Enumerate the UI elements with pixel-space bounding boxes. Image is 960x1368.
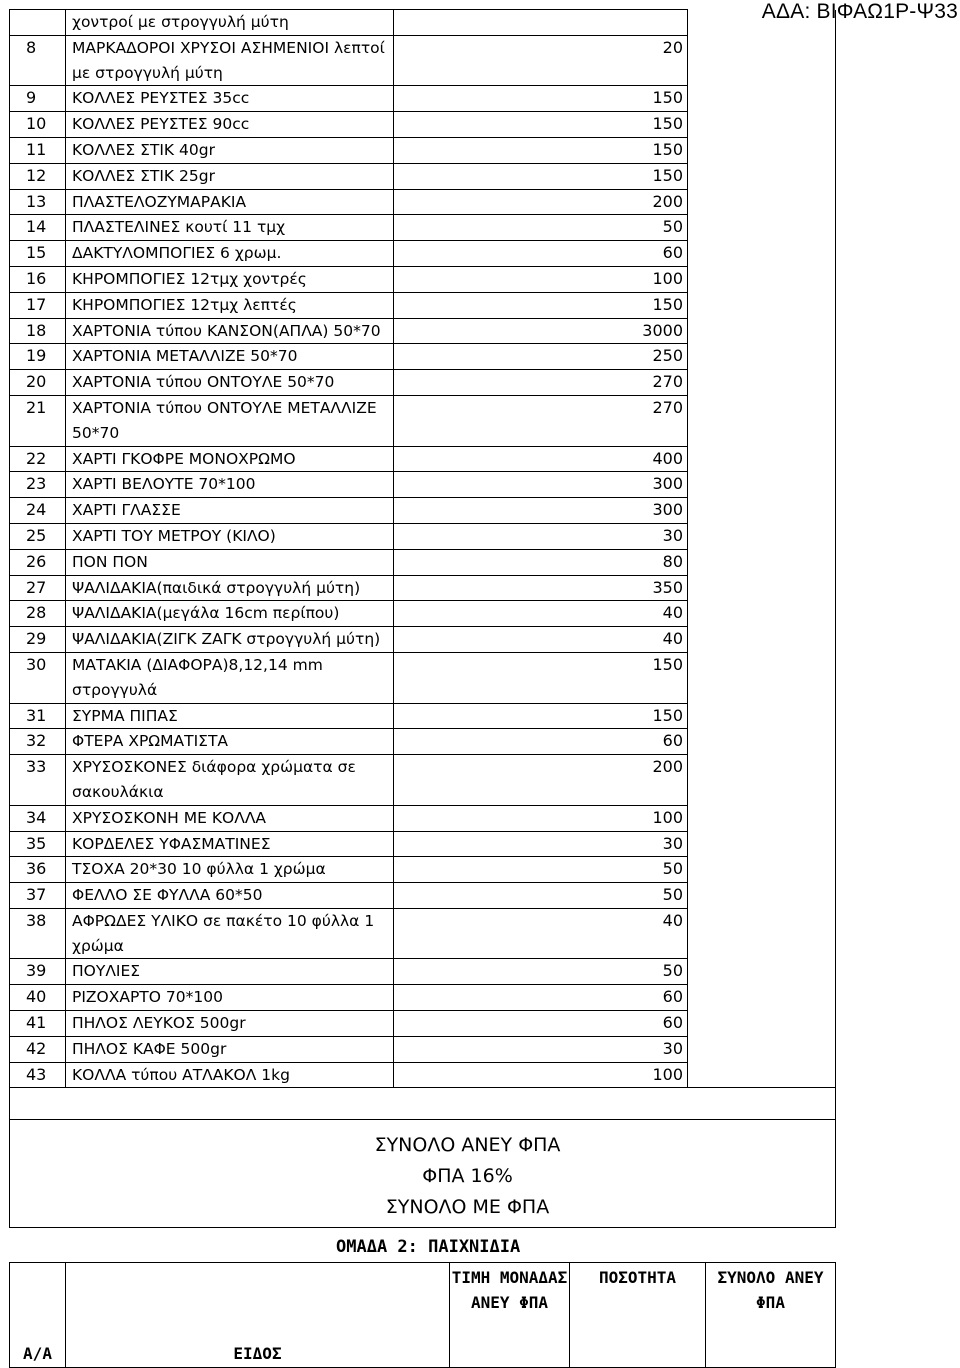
item-quantity: 150 <box>394 137 688 163</box>
item-spacer-cell <box>688 266 836 292</box>
table-row <box>10 755 836 806</box>
table-row <box>10 831 836 857</box>
items-empty-row <box>10 1088 836 1120</box>
table-row <box>10 344 836 370</box>
item-quantity: 150 <box>394 652 688 703</box>
item-description: ΧΑΡΤΙ ΓΚΟΦΡΕ ΜΟΝΟΧΡΩΜΟ <box>66 446 394 472</box>
item-quantity: 30 <box>394 1036 688 1062</box>
table-row <box>10 395 836 446</box>
item-number: 43 <box>10 1062 66 1088</box>
item-description: ΦΕΛΛΟ ΣΕ ΦΥΛΛΑ 60*50 <box>66 883 394 909</box>
item-spacer-cell <box>688 446 836 472</box>
item-description: ΜΑΡΚΑΔΟΡΟΙ ΧΡΥΣΟΙ ΑΣΗΜΕΝΙΟΙ λεπτοί με στρογγυλή μύτη <box>66 35 394 86</box>
item-spacer-cell <box>688 627 836 653</box>
item-spacer-cell <box>688 652 836 703</box>
table-row <box>10 549 836 575</box>
item-quantity: 100 <box>394 266 688 292</box>
table-row <box>10 86 836 112</box>
table-row <box>10 1036 836 1062</box>
item-quantity: 3000 <box>394 318 688 344</box>
item-spacer-cell <box>688 601 836 627</box>
item-description: ΨΑΛΙΔΑΚΙΑ(ΖΙΓΚ ΖΑΓΚ στρογγυλή μύτη) <box>66 627 394 653</box>
items-table <box>9 9 836 1228</box>
item-spacer-cell <box>688 472 836 498</box>
item-quantity <box>394 10 688 36</box>
item-spacer-cell <box>688 344 836 370</box>
item-quantity: 400 <box>394 446 688 472</box>
item-spacer-cell <box>688 241 836 267</box>
table-row <box>10 137 836 163</box>
item-description: ΧΡΥΣΟΣΚΟΝΗ ΜΕ ΚΟΛΛΑ <box>66 805 394 831</box>
item-number: 23 <box>10 472 66 498</box>
header-total-text: ΣΥΝΟΛΟ ΑΝΕΥ ΦΠΑ <box>717 1268 824 1312</box>
item-number: 12 <box>10 163 66 189</box>
item-number: 9 <box>10 86 66 112</box>
item-number: 10 <box>10 112 66 138</box>
item-quantity: 100 <box>394 1062 688 1088</box>
item-quantity: 150 <box>394 86 688 112</box>
item-spacer-cell <box>688 163 836 189</box>
table-row <box>10 266 836 292</box>
header-unit-price-text: ΤΙΜΗ ΜΟΝΑΔΑΣ ΑΝΕΥ ΦΠΑ <box>451 1268 568 1312</box>
item-description: ΚΟΛΛΕΣ ΡΕΥΣΤΕΣ 90cc <box>66 112 394 138</box>
table-row <box>10 292 836 318</box>
item-description: ΚΟΛΛΕΣ ΡΕΥΣΤΕΣ 35cc <box>66 86 394 112</box>
item-number: 30 <box>10 652 66 703</box>
item-description: ΠΟΝ ΠΟΝ <box>66 549 394 575</box>
item-number: 21 <box>10 395 66 446</box>
item-description: ΠΛΑΣΤΕΛΙΝΕΣ κουτί 11 τμχ <box>66 215 394 241</box>
item-description: ΨΑΛΙΔΑΚΙΑ(παιδικά στρογγυλή μύτη) <box>66 575 394 601</box>
item-description: χοντροί με στρογγυλή μύτη <box>66 10 394 36</box>
item-spacer-cell <box>688 755 836 806</box>
table-row <box>10 627 836 653</box>
item-spacer-cell <box>688 985 836 1011</box>
item-spacer-cell <box>688 86 836 112</box>
table-row <box>10 575 836 601</box>
item-description: ΚΟΛΛΕΣ ΣΤΙΚ 25gr <box>66 163 394 189</box>
item-spacer-cell <box>688 1036 836 1062</box>
item-quantity: 50 <box>394 857 688 883</box>
document-ada-code: ΑΔΑ: ΒΙΦΑΩ1Ρ-Ψ33 <box>761 0 958 23</box>
table-row <box>10 498 836 524</box>
item-number: 8 <box>10 35 66 86</box>
table-row <box>10 857 836 883</box>
item-description: ΤΣΟΧΑ 20*30 10 φύλλα 1 χρώμα <box>66 857 394 883</box>
item-number <box>10 10 66 36</box>
total-net-label: ΣΥΝΟΛΟ ΑΝΕΥ ΦΠΑ <box>374 1134 561 1157</box>
item-description: ΧΑΡΤΟΝΙΑ τύπου ΟΝΤΟΥΛΕ 50*70 <box>66 370 394 396</box>
total-gross-label: ΣΥΝΟΛΟ ΜΕ ΦΠΑ <box>385 1196 550 1219</box>
item-quantity: 150 <box>394 112 688 138</box>
item-number: 40 <box>10 985 66 1011</box>
item-description: ΧΑΡΤΟΝΙΑ τύπου ΚΑΝΣΟΝ(ΑΠΛΑ) 50*70 <box>66 318 394 344</box>
item-number: 15 <box>10 241 66 267</box>
table-row <box>10 10 836 36</box>
item-quantity: 30 <box>394 831 688 857</box>
item-number: 26 <box>10 549 66 575</box>
item-number: 20 <box>10 370 66 396</box>
item-spacer-cell <box>688 1062 836 1088</box>
item-spacer-cell <box>688 959 836 985</box>
item-description: ΠΗΛΟΣ ΚΑΦΕ 500gr <box>66 1036 394 1062</box>
item-number: 34 <box>10 805 66 831</box>
item-quantity: 150 <box>394 163 688 189</box>
item-spacer-cell <box>688 318 836 344</box>
item-description: ΜΑΤΑΚΙΑ (ΔΙΑΦΟΡΑ)8,12,14 mm στρογγυλά <box>66 652 394 703</box>
table-row <box>10 241 836 267</box>
item-number: 41 <box>10 1011 66 1037</box>
item-quantity: 60 <box>394 985 688 1011</box>
item-description: ΠΛΑΣΤΕΛΟΖΥΜΑΡΑΚΙΑ <box>66 189 394 215</box>
table-row <box>10 908 836 959</box>
item-quantity: 80 <box>394 549 688 575</box>
item-number: 18 <box>10 318 66 344</box>
item-spacer-cell <box>688 370 836 396</box>
table-row <box>10 883 836 909</box>
item-quantity: 270 <box>394 370 688 396</box>
item-quantity: 350 <box>394 575 688 601</box>
group-2-header-row <box>10 1263 836 1368</box>
item-number: 33 <box>10 755 66 806</box>
item-number: 22 <box>10 446 66 472</box>
group-2-table <box>9 1262 836 1368</box>
header-total <box>706 1263 836 1368</box>
item-description: ΚΗΡΟΜΠΟΓΙΕΣ 12τμχ λεπτές <box>66 292 394 318</box>
item-spacer-cell <box>688 857 836 883</box>
table-row <box>10 163 836 189</box>
item-quantity: 150 <box>394 292 688 318</box>
item-quantity: 200 <box>394 755 688 806</box>
table-row <box>10 985 836 1011</box>
item-spacer-cell <box>688 10 836 36</box>
item-number: 36 <box>10 857 66 883</box>
item-spacer-cell <box>688 549 836 575</box>
item-number: 35 <box>10 831 66 857</box>
item-spacer-cell <box>688 729 836 755</box>
item-description: ΧΑΡΤΙ ΒΕΛΟΥΤΕ 70*100 <box>66 472 394 498</box>
table-row <box>10 523 836 549</box>
item-description: ΣΥΡΜΑ ΠΙΠΑΣ <box>66 703 394 729</box>
totals-row <box>10 1120 836 1228</box>
header-unit-price <box>450 1263 570 1368</box>
vat-label: ΦΠΑ 16% <box>422 1165 513 1188</box>
items-table-body <box>10 10 836 1088</box>
header-quantity-text: ΠΟΣΟΤΗΤΑ <box>598 1268 677 1287</box>
table-row <box>10 35 836 86</box>
item-number: 37 <box>10 883 66 909</box>
item-spacer-cell <box>688 35 836 86</box>
table-row <box>10 1062 836 1088</box>
item-description: ΨΑΛΙΔΑΚΙΑ(μεγάλα 16cm περίπου) <box>66 601 394 627</box>
item-quantity: 60 <box>394 729 688 755</box>
item-description: ΧΑΡΤΙ ΤΟΥ ΜΕΤΡΟΥ (ΚΙΛΟ) <box>66 523 394 549</box>
item-spacer-cell <box>688 215 836 241</box>
item-spacer-cell <box>688 831 836 857</box>
item-quantity: 50 <box>394 959 688 985</box>
table-row <box>10 703 836 729</box>
item-spacer-cell <box>688 292 836 318</box>
item-quantity: 270 <box>394 395 688 446</box>
header-quantity <box>570 1263 706 1368</box>
item-quantity: 250 <box>394 344 688 370</box>
item-description: ΧΑΡΤΙ ΓΛΑΣΣΕ <box>66 498 394 524</box>
item-quantity: 30 <box>394 523 688 549</box>
item-quantity: 300 <box>394 498 688 524</box>
table-row <box>10 959 836 985</box>
item-number: 16 <box>10 266 66 292</box>
table-row <box>10 446 836 472</box>
table-row <box>10 652 836 703</box>
item-number: 38 <box>10 908 66 959</box>
item-quantity: 50 <box>394 215 688 241</box>
item-description: ΠΗΛΟΣ ΛΕΥΚΟΣ 500gr <box>66 1011 394 1037</box>
item-number: 11 <box>10 137 66 163</box>
item-description: ΚΟΡΔΕΛΕΣ ΥΦΑΣΜΑΤΙΝΕΣ <box>66 831 394 857</box>
item-description: ΧΑΡΤΟΝΙΑ ΜΕΤΑΛΛΙΖΕ 50*70 <box>66 344 394 370</box>
item-number: 27 <box>10 575 66 601</box>
item-description: ΦΤΕΡΑ ΧΡΩΜΑΤΙΣΤΑ <box>66 729 394 755</box>
item-quantity: 20 <box>394 35 688 86</box>
header-item: ΕΙΔΟΣ <box>66 1263 450 1368</box>
item-number: 28 <box>10 601 66 627</box>
item-description: ΧΑΡΤΟΝΙΑ τύπου ΟΝΤΟΥΛΕ ΜΕΤΑΛΛΙΖΕ 50*70 <box>66 395 394 446</box>
item-quantity: 100 <box>394 805 688 831</box>
item-spacer-cell <box>688 908 836 959</box>
table-row <box>10 189 836 215</box>
item-description: ΧΡΥΣΟΣΚΟΝΕΣ διάφορα χρώματα σε σακουλάκια <box>66 755 394 806</box>
item-spacer-cell <box>688 137 836 163</box>
item-description: ΑΦΡΩΔΕΣ ΥΛΙΚΟ σε πακέτο 10 φύλλα 1 χρώμα <box>66 908 394 959</box>
item-number: 25 <box>10 523 66 549</box>
item-quantity: 200 <box>394 189 688 215</box>
item-description: ΚΟΛΛΑ τύπου ΑΤΛΑΚΟΛ 1kg <box>66 1062 394 1088</box>
item-quantity: 40 <box>394 627 688 653</box>
group-2-title: ΟΜΑΔΑ 2: ΠΑΙΧΝΙΔΙΑ <box>336 1237 521 1257</box>
item-spacer-cell <box>688 112 836 138</box>
table-row <box>10 472 836 498</box>
item-description: ΔΑΚΤΥΛΟΜΠΟΓΙΕΣ 6 χρωμ. <box>66 241 394 267</box>
table-row <box>10 370 836 396</box>
item-spacer-cell <box>688 498 836 524</box>
table-row <box>10 1011 836 1037</box>
table-row <box>10 729 836 755</box>
table-row <box>10 112 836 138</box>
totals-block <box>16 1120 829 1227</box>
table-row <box>10 215 836 241</box>
item-spacer-cell <box>688 575 836 601</box>
item-spacer-cell <box>688 703 836 729</box>
item-number: 42 <box>10 1036 66 1062</box>
item-quantity: 60 <box>394 1011 688 1037</box>
item-quantity: 300 <box>394 472 688 498</box>
header-no: Α/Α <box>10 1263 66 1368</box>
item-number: 13 <box>10 189 66 215</box>
item-number: 39 <box>10 959 66 985</box>
item-description: ΚΟΛΛΕΣ ΣΤΙΚ 40gr <box>66 137 394 163</box>
item-number: 31 <box>10 703 66 729</box>
item-number: 29 <box>10 627 66 653</box>
item-number: 14 <box>10 215 66 241</box>
item-description: ΡΙΖΟΧΑΡΤΟ 70*100 <box>66 985 394 1011</box>
item-spacer-cell <box>688 395 836 446</box>
item-description: ΠΟΥΛΙΕΣ <box>66 959 394 985</box>
item-description: ΚΗΡΟΜΠΟΓΙΕΣ 12τμχ χοντρές <box>66 266 394 292</box>
item-spacer-cell <box>688 883 836 909</box>
item-number: 24 <box>10 498 66 524</box>
item-quantity: 50 <box>394 883 688 909</box>
item-number: 19 <box>10 344 66 370</box>
item-number: 17 <box>10 292 66 318</box>
item-quantity: 60 <box>394 241 688 267</box>
item-spacer-cell <box>688 1011 836 1037</box>
item-quantity: 40 <box>394 601 688 627</box>
item-quantity: 40 <box>394 908 688 959</box>
item-spacer-cell <box>688 523 836 549</box>
table-row <box>10 805 836 831</box>
item-quantity: 150 <box>394 703 688 729</box>
table-row <box>10 318 836 344</box>
item-number: 32 <box>10 729 66 755</box>
item-spacer-cell <box>688 805 836 831</box>
table-row <box>10 601 836 627</box>
item-spacer-cell <box>688 189 836 215</box>
